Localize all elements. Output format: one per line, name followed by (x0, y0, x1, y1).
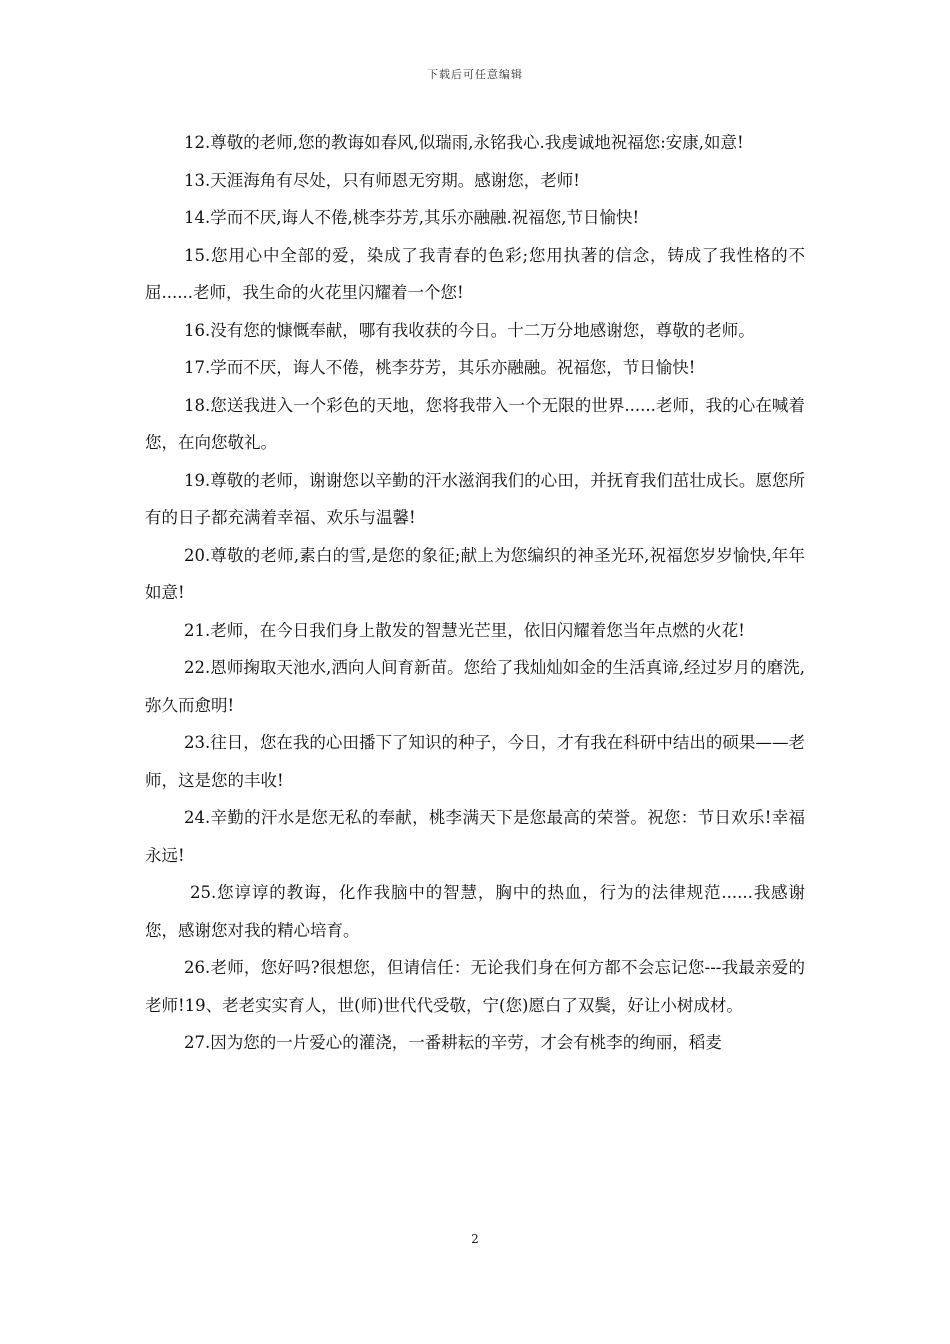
paragraph-12: 12.尊敬的老师,您的教诲如春风,似瑞雨,永铭我心.我虔诚地祝福您:安康,如意! (184, 133, 744, 152)
paragraph-14: 14.学而不厌,诲人不倦,桃李芬芳,其乐亦融融.祝福您,节日愉快! (184, 208, 640, 227)
paragraph-18: 18.您送我进入一个彩色的天地，您将我带入一个无限的世界......老师，我的心在喊着您，在向您敬礼。 (145, 395, 805, 452)
paragraph-20: 20.尊敬的老师,素白的雪,是您的象征;献上为您编织的神圣光环,祝福您岁岁愉快,年年如意! (145, 545, 805, 602)
paragraph-26: 26.老师，您好吗?很想您，但请信任：无论我们身在何方都不会忘记您---我最亲爱的老师!19、老老实实育人，世(师)世代代受敬，宁(您)愿白了双鬓，好让小树成材。 (145, 958, 805, 1015)
paragraph-25: 25.您谆谆的教诲，化作我脑中的智慧，胸中的热血，行为的法律规范......我感谢您，感谢您对我的精心培育。 (145, 883, 805, 940)
paragraph-16: 16.没有您的慷慨奉献，哪有我收获的今日。十二万分地感谢您，尊敬的老师。 (184, 320, 755, 340)
page-number: 2 (471, 1232, 479, 1246)
paragraph-23: 23.往日，您在我的心田播下了知识的种子，今日，才有我在科研中结出的硕果——老师，这是您的丰收! (145, 733, 805, 790)
paragraph-24: 24.辛勤的汗水是您无私的奉献，桃李满天下是您最高的荣誉。祝您：节日欢乐!幸福永远! (145, 808, 805, 865)
page-header: 下载后可任意编辑 (427, 68, 523, 81)
paragraph-17: 17.学而不厌，诲人不倦，桃李芬芳，其乐亦融融。祝福您，节日愉快! (184, 358, 696, 377)
paragraph-13: 13.天涯海角有尽处，只有师恩无穷期。感谢您，老师! (184, 170, 580, 190)
paragraph-15: 15.您用心中全部的爱，染成了我青春的色彩;您用执著的信念，铸成了我性格的不屈......老师，我生命的火花里闪耀着一个您! (145, 245, 805, 302)
document-body (145, 124, 805, 1062)
paragraph-27: 27.因为您的一片爱心的灌浇，一番耕耘的辛劳，才会有桃李的绚丽，稻麦 (184, 1033, 722, 1052)
paragraph-21: 21.老师，在今日我们身上散发的智慧光芒里，依旧闪耀着您当年点燃的火花! (184, 620, 745, 640)
paragraph-22: 22.恩师掬取天池水,洒向人间育新苗。您给了我灿灿如金的生活真谛,经过岁月的磨洗,弥久而愈明! (145, 658, 805, 715)
paragraph-19: 19.尊敬的老师，谢谢您以辛勤的汗水滋润我们的心田，并抚育我们茁壮成长。愿您所有的日子都充满着幸福、欢乐与温馨! (145, 470, 805, 527)
